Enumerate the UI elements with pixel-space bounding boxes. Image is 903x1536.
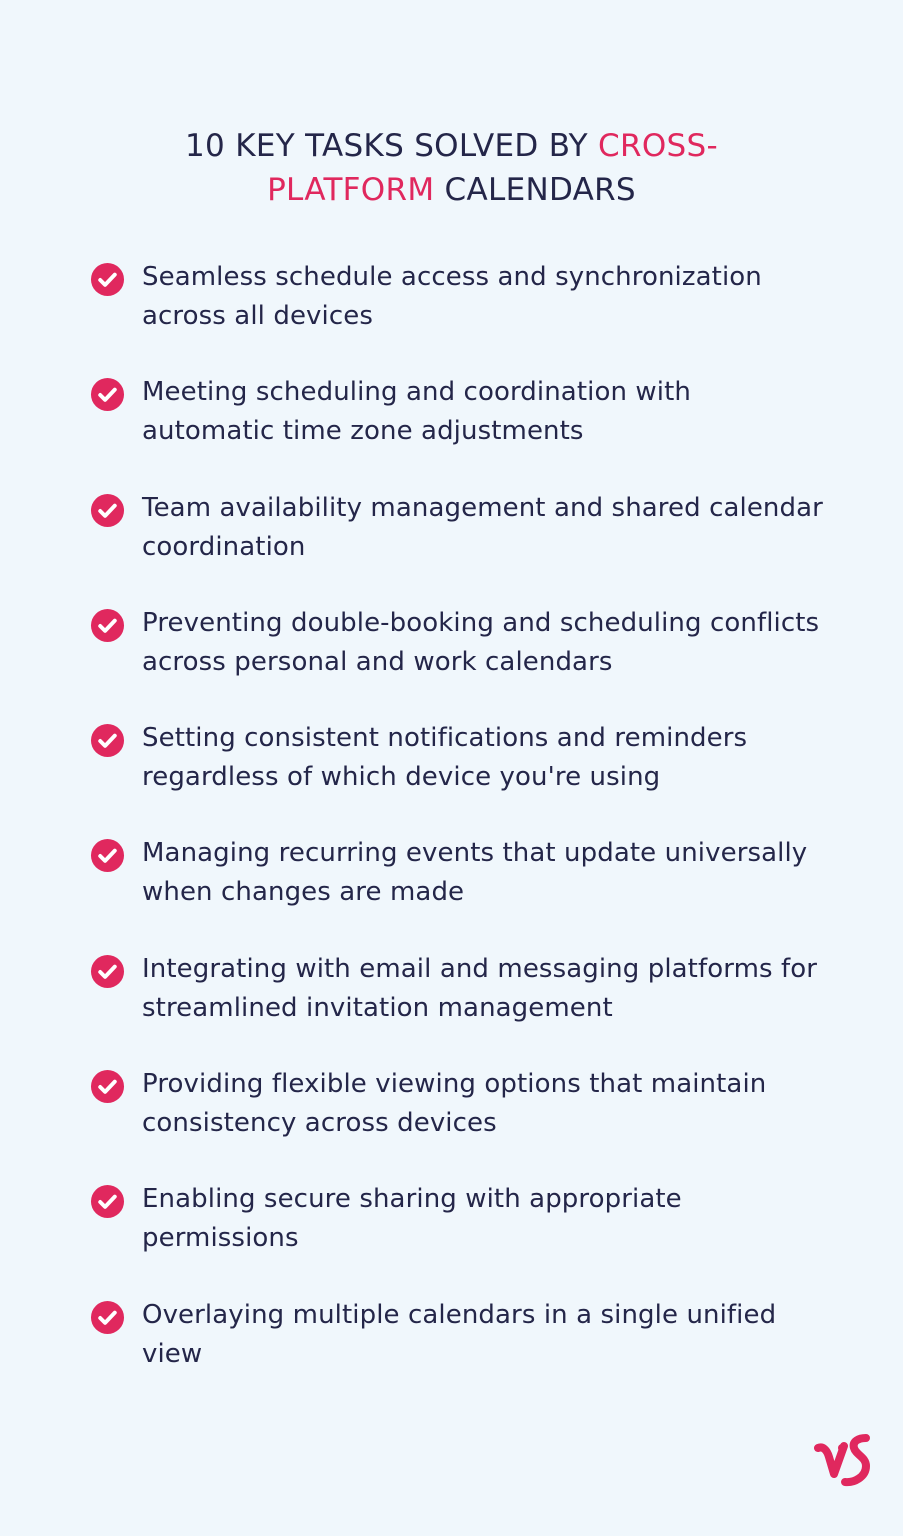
check-circle-icon (90, 723, 125, 758)
check-circle-icon (90, 493, 125, 528)
list-item-text: Meeting scheduling and coordination with automatic time zone adjustments (142, 377, 691, 447)
list-item (90, 258, 830, 373)
check-circle-icon (90, 262, 125, 297)
title-accent-line1: CROSS- (598, 128, 718, 164)
check-circle-icon (90, 1300, 125, 1335)
list-item (90, 834, 830, 949)
title-accent-line2: PLATFORM (267, 172, 435, 208)
list-item-text: Seamless schedule access and synchronization across all devices (142, 262, 762, 331)
list-item (90, 373, 830, 488)
check-circle-icon (90, 838, 125, 873)
page-title (0, 124, 903, 212)
title-part2: CALENDARS (434, 172, 636, 208)
list-item-text: Providing flexible viewing options that maintain consistency across devices (142, 1069, 767, 1139)
list-item-text: Preventing double-booking and scheduling conflicts across personal and work calendars (142, 607, 820, 677)
list-item (90, 1296, 830, 1411)
list-item (90, 604, 830, 719)
list-item-text: Team availability management and shared calendar coordination (142, 492, 823, 562)
check-circle-icon (90, 1069, 125, 1104)
list-item (90, 1065, 830, 1180)
check-circle-icon (90, 377, 125, 412)
list-item (90, 489, 830, 604)
list-item-text: Integrating with email and messaging platforms for streamlined invitation management (142, 953, 818, 1023)
check-circle-icon (90, 1184, 125, 1219)
check-circle-icon (90, 608, 125, 643)
list-item (90, 1180, 830, 1295)
list-item-text: Setting consistent notifications and reminders regardless of which device you're using (142, 723, 748, 793)
title-part1: 10 KEY TASKS SOLVED BY (185, 128, 599, 164)
list-item (90, 719, 830, 834)
list-item (90, 950, 830, 1065)
task-list (90, 258, 830, 1411)
list-item-text: Managing recurring events that update universally when changes are made (142, 838, 808, 908)
check-circle-icon (90, 954, 125, 989)
list-item-text: Overlaying multiple calendars in a single unified view (142, 1299, 777, 1369)
brand-logo-icon (814, 1430, 880, 1496)
list-item-text: Enabling secure sharing with appropriate permissions (142, 1184, 682, 1254)
